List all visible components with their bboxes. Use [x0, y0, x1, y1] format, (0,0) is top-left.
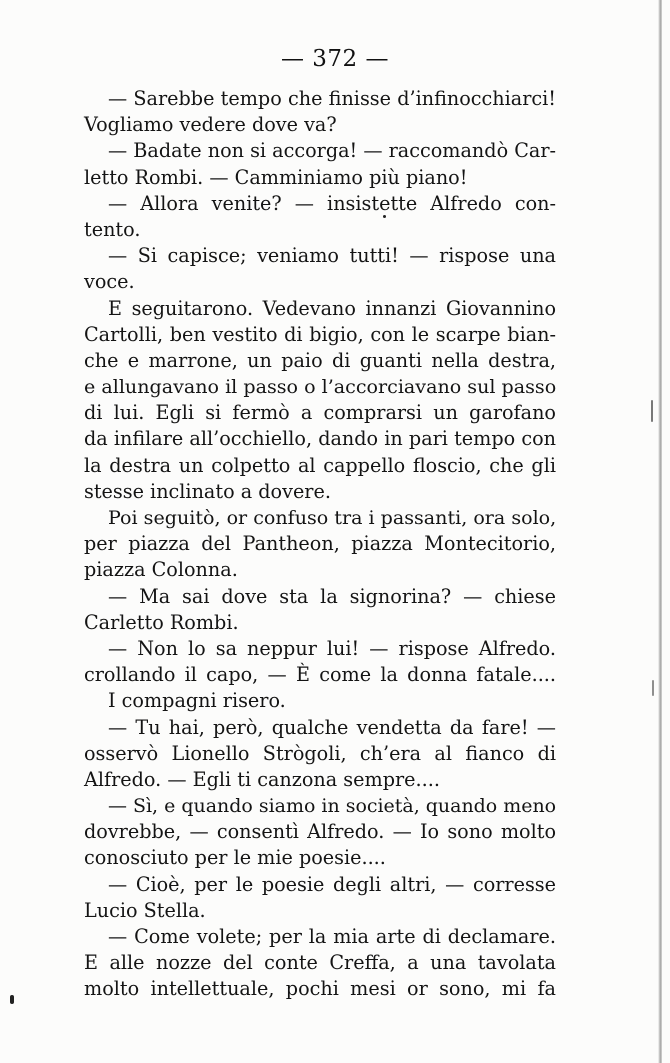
text-line: E seguitarono. Vedevano innanzi Giovannino — [108, 296, 556, 320]
text-line: — Come volete; per la mia arte di declamare. — [108, 925, 556, 948]
text-line: dovrebbe, — consentì Alfredo. — Io sono molto — [84, 820, 556, 844]
text-line: E alle nozze del conte Creffa, a una tavolata — [84, 951, 556, 975]
text-line: stesse inclinato a dovere. — [84, 479, 331, 503]
text-line: — Badate non si accorga! — raccomandò Car- — [108, 139, 556, 163]
text-line: Cartolli, ben vestito di bigio, con le scarpe bian- — [84, 322, 556, 346]
text-line: piazza Colonna. — [84, 558, 238, 582]
text-line: — Si capisce; veniamo tutti! — rispose una — [108, 244, 556, 268]
ink-speck — [10, 995, 14, 1004]
text-line: letto Rombi. — Camminiamo più piano! — [84, 165, 468, 189]
text-line: per piazza del Pantheon, piazza Montecitorio, — [84, 532, 556, 556]
ink-speck — [652, 680, 654, 696]
text-line: — Cioè, per le poesie degli altri, — corresse — [108, 872, 556, 896]
text-line: — Allora venite? — insistette Alfredo con- — [108, 191, 556, 215]
text-line: Carletto Rombi. — [84, 610, 239, 634]
text-line: — Tu hai, però, qualche vendetta da fare! — — [108, 715, 556, 739]
text-line: da infilare all’occhiello, dando in pari tempo con — [84, 427, 556, 451]
text-line: Lucio Stella. — [84, 898, 206, 922]
text-line: tento. — [84, 217, 141, 241]
text-line: che e marrone, un paio di guanti nella destra, — [84, 348, 556, 372]
text-line: voce. — [84, 270, 135, 294]
text-line: Vogliamo vedere dove va? — [84, 113, 337, 137]
page-text — [84, 86, 556, 1003]
ink-speck — [651, 400, 653, 422]
text-line: Poi seguitò, or confuso tra i passanti, ora solo, — [108, 507, 557, 529]
text-line: osservò Lionello Strògoli, ch’era al fianco di — [84, 741, 556, 765]
text-line: crollando il capo, — È come la donna fatale.... — [84, 663, 556, 687]
text-line: Alfredo. — Egli ti canzona sempre.... — [84, 767, 440, 791]
text-line: molto intellettuale, pochi mesi or sono, mi fa — [84, 977, 556, 1001]
text-line: e allungavano il passo o l’accorciavano sul passo — [84, 376, 557, 399]
text-line: — Non lo sa neppur lui! — rispose Alfredo. — [108, 636, 556, 660]
text-line: di lui. Egli si fermò a comprarsi un garofano — [84, 401, 556, 425]
text-line: conosciuto per le mie poesie.... — [84, 846, 386, 870]
ink-speck — [383, 215, 386, 218]
page-number: — 372 — — [280, 46, 390, 72]
text-line: I compagni risero. — [108, 689, 286, 713]
text-line: — Sarebbe tempo che finisse d’infinocchiarci! — [108, 87, 556, 110]
text-line: — Sì, e quando siamo in società, quando meno — [108, 795, 557, 818]
text-line: — Ma sai dove sta la signorina? — chiese — [108, 584, 556, 608]
page-edge-shadow — [658, 0, 662, 1063]
text-line: la destra un colpetto al cappello floscio, che gli — [84, 453, 556, 477]
